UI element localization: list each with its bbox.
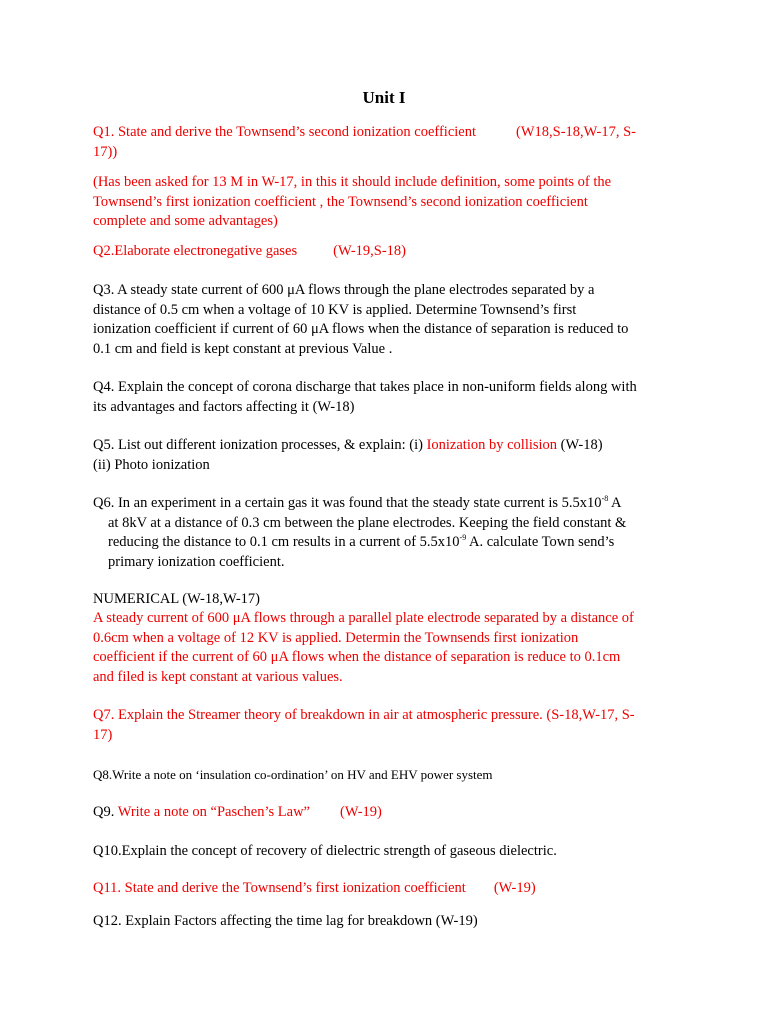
question-2 — [93, 242, 683, 262]
numerical-problem — [93, 609, 683, 687]
page-title: Unit I — [362, 88, 406, 107]
question-3-line-4: 0.1 cm and field is kept constant at previous Value . — [93, 340, 393, 357]
question-6-line-1b: A — [608, 495, 622, 511]
question-10: Q10.Explain the concept of recovery of dielectric strength of gaseous dielectric. — [93, 843, 557, 859]
numerical-line-4: and filed is kept constant at various values. — [93, 668, 343, 685]
numerical-line-2: 0.6cm when a voltage of 12 KV is applied. Determin the Townsends first ionization — [93, 629, 579, 646]
question-7 — [93, 706, 683, 745]
question-1-tag: (W18,S-18,W-17, S- — [516, 124, 637, 140]
note-line-3: complete and some advantages) — [93, 213, 278, 229]
question-2-text: Q2.Elaborate electronegative gases — [93, 243, 298, 259]
question-6-line-3a: reducing the distance to 0.1 cm results in a current of 5.5x10 — [108, 534, 460, 550]
question-12: Q12. Explain Factors affecting the time lag for breakdown (W-19) — [93, 913, 478, 929]
question-1-note — [93, 173, 683, 232]
question-5-line-2: (ii) Photo ionization — [93, 456, 210, 473]
question-4 — [93, 378, 683, 417]
question-7-line-1: Q7. Explain the Streamer theory of breakdown in air at atmospheric pressure. (S-18,W-17, S- — [93, 707, 635, 723]
question-9-text: Write a note on “Paschen’s Law” — [117, 804, 310, 820]
question-9 — [93, 803, 683, 823]
question-7-line-2: 17) — [93, 726, 113, 743]
question-5-suffix: (W-18) — [557, 437, 603, 453]
numerical-heading: NUMERICAL (W-18,W-17) — [93, 591, 260, 607]
question-6-exp-2: -9 — [459, 533, 467, 543]
numerical-line-3: coefficient if the current of 60 μA flows when the distance of separation is reduce to 0.1cm — [93, 649, 621, 665]
question-1-tag-cont: 17)) — [93, 143, 118, 160]
question-3-line-1: Q3. A steady state current of 600 μA flows through the plane electrodes separated by a — [93, 282, 595, 298]
question-11-tag: (W-19) — [493, 880, 536, 896]
question-3-line-2: distance of 0.5 cm when a voltage of 10 KV is applied. Determine Townsend’s first — [93, 301, 577, 318]
question-8: Q8.Write a note on ‘insulation co-ordination’ on HV and EHV power system — [93, 767, 493, 782]
question-6-line-4: primary ionization coefficient. — [108, 553, 285, 570]
question-9-tag: (W-19) — [340, 804, 382, 820]
question-3 — [93, 281, 683, 359]
question-1 — [93, 123, 683, 162]
question-5 — [93, 436, 683, 475]
question-9-prefix: Q9. — [93, 804, 118, 820]
question-5-prefix: Q5. List out different ionization processes, & explain: (i) — [93, 437, 427, 453]
note-line-2: Townsend’s first ionization coefficient , the Townsend’s second ionization coefficient — [93, 193, 588, 210]
question-6-line-3b: A. calculate Town send’s — [466, 534, 615, 550]
question-3-line-3: ionization coefficient if current of 60 μA flows when the distance of separation is reduced to — [93, 321, 629, 337]
question-4-line-2: its advantages and factors affecting it (W-18) — [93, 398, 355, 415]
note-line-1: (Has been asked for 13 M in W-17, in this it should include definition, some points of the — [93, 174, 612, 190]
numerical-line-1: A steady current of 600 μA flows through a parallel plate electrode separated by a distance of — [93, 610, 634, 626]
question-6 — [93, 494, 683, 572]
question-6-exp-1: -8 — [601, 494, 609, 504]
question-2-tag: (W-19,S-18) — [333, 243, 407, 259]
question-11-text: Q11. State and derive the Townsend’s first ionization coefficient — [93, 880, 466, 896]
question-11 — [93, 879, 683, 899]
question-6-line-2: at 8kV at a distance of 0.3 cm between the plane electrodes. Keeping the field constant & — [108, 514, 627, 531]
question-5-highlight: Ionization by collision — [426, 437, 558, 453]
question-1-text: Q1. State and derive the Townsend’s second ionization coefficient — [93, 124, 476, 140]
question-4-line-1: Q4. Explain the concept of corona discharge that takes place in non-uniform fields along with — [93, 379, 637, 395]
question-6-line-1a: Q6. In an experiment in a certain gas it was found that the steady state current is 5.5x10 — [93, 495, 602, 511]
